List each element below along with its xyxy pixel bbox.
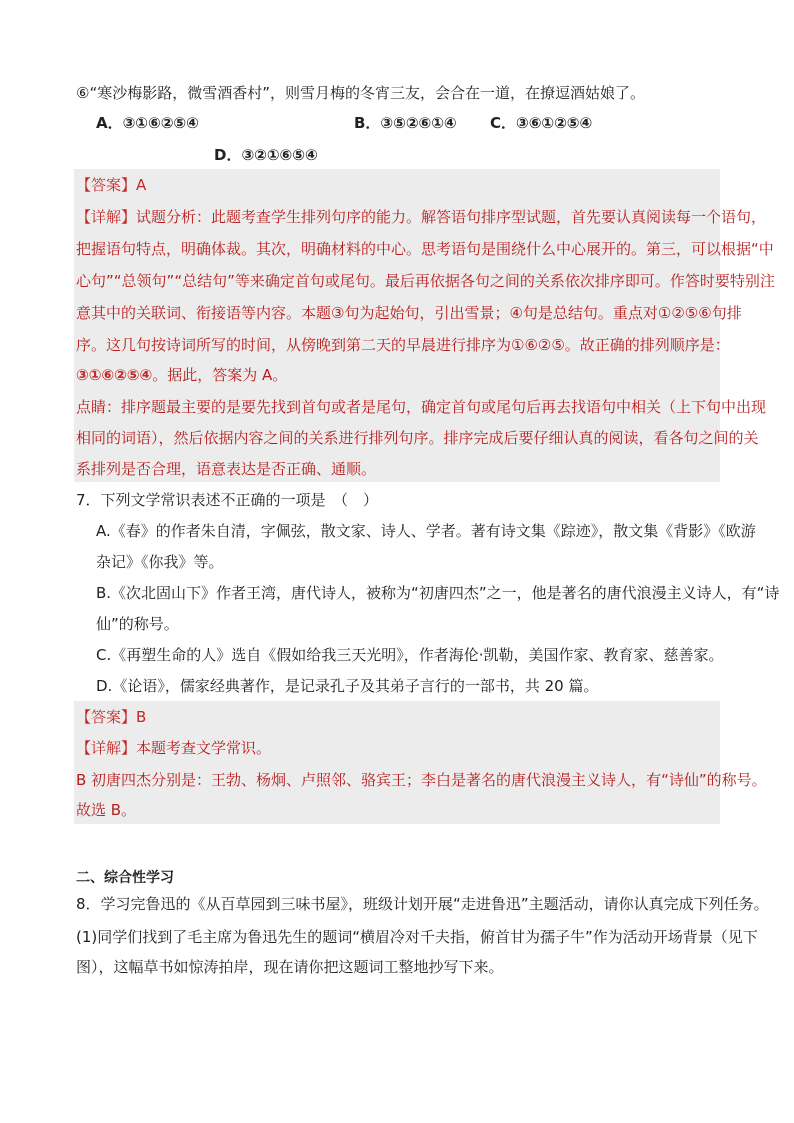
- q7-detail-line-1: [76, 738, 271, 758]
- q6-detail-conclusion: 。据此，答案为 A。: [152, 366, 288, 384]
- q7-detail-line-3: 故选 B。: [76, 801, 137, 819]
- q7-option-b-line-2: 仙”的称号。: [96, 615, 179, 633]
- q7-detail-line-2: B 初唐四杰分别是：王勃、杨炯、卢照邻、骆宾王；李白是著名的唐代浪漫主义诗人，有“诗仙”的称号。: [76, 771, 767, 789]
- q7-stem: 7．下列文学常识表述不正确的一项是 （ ）: [76, 491, 379, 509]
- q6-detail-text: 试题分析：此题考查学生排列句序的能力。解答语句排序型试题，首先要认真阅读每一个语句，: [136, 208, 767, 226]
- q6-detail-line-1: [76, 207, 766, 227]
- q7-option-d: D.《论语》，儒家经典著作，是记录孔子及其弟子言行的一部书，共 20 篇。: [96, 677, 599, 695]
- q8-sub1-line-1: (1)同学们找到了毛主席为鲁迅先生的题词“横眉冷对千夫指，俯首甘为孺子牛”作为活动开场背景（见下: [76, 928, 758, 946]
- q7-option-b-line-1: B.《次北固山下》作者王湾，唐代诗人，被称为“初唐四杰”之一，他是著名的唐代浪漫主义诗人，有“诗: [96, 584, 780, 602]
- q6-detail-line-3: 心句”“总领句”“总结句”等来确定首句或尾句。最后再依据各句之间的关系依次排序即可。作答时要特别注: [76, 272, 775, 290]
- q6-detail-line-5: 序。这几句按诗词所写的时间，从傍晚到第二天的早晨进行排序为①⑥②⑤。故正确的排列顺序是：: [76, 336, 730, 354]
- q7-answer-box: [74, 701, 720, 824]
- q7-detail-text: 本题考查文学常识。: [136, 739, 272, 757]
- q7-option-a-line-1: A.《春》的作者朱自清，字佩弦，散文家、诗人、学者。著有诗文集《踪迹》，散文集《背影》《欧游: [96, 522, 756, 540]
- q6-answer-value: A: [136, 176, 147, 194]
- q8-sub1-line-2: 图），这幅草书如惊涛拍岸，现在请你把这题词工整地抄写下来。: [76, 958, 504, 976]
- q6-detail-tag: 【详解】: [76, 208, 137, 226]
- q6-correct-sequence: ③①⑥②⑤④: [76, 366, 153, 384]
- q7-option-a-line-2: 杂记》《你我》等。: [96, 553, 224, 571]
- q6-option-d: D．③②①⑥⑤④: [214, 146, 318, 164]
- q7-option-c: C.《再塑生命的人》选自《假如给我三天光明》，作者海伦·凯勒，美国作家、教育家、慈善家。: [96, 646, 724, 664]
- q6-answer: [76, 175, 146, 195]
- q6-tip-line-2: 相同的词语），然后依据内容之间的关系进行排列句序。排序完成后要仔细认真的阅读，看各句之间的关: [76, 429, 759, 447]
- q6-option-a: A．③①⑥②⑤④: [96, 114, 199, 132]
- q6-option-c: C．③⑥①②⑤④: [490, 114, 593, 132]
- q7-answer-value: B: [136, 708, 147, 726]
- q7-answer-tag: 【答案】: [76, 708, 137, 726]
- q6-detail-line-6: [76, 365, 287, 385]
- q6-detail-line-4: 意其中的关联词、衔接语等内容。本题③句为起始句，引出雪景；④句是总结句。重点对①②⑤⑥句排: [76, 304, 742, 322]
- q6-item-6: ⑥“寒沙梅影路，微雪酒香村”，则雪月梅的冬宵三友，会合在一道，在撩逗酒姑娘了。: [76, 84, 645, 102]
- section-2-heading: 二、综合性学习: [76, 870, 174, 886]
- q6-detail-line-2: 把握语句特点，明确体裁。其次，明确材料的中心。思考语句是围绕什么中心展开的。第三，可以根据“中: [76, 240, 774, 258]
- q7-detail-tag: 【详解】: [76, 739, 137, 757]
- q7-answer: [76, 707, 146, 727]
- q8-stem: 8．学习完鲁迅的《从百草园到三味书屋》，班级计划开展“走进鲁迅”主题活动，请你认真完成下列任务。: [76, 895, 769, 913]
- q6-option-b: B．③⑤②⑥①④: [354, 114, 457, 132]
- q6-tip-line-3: 系排列是否合理，语意表达是否正确、通顺。: [76, 460, 377, 478]
- q6-answer-tag: 【答案】: [76, 176, 137, 194]
- q6-tip-line-1: 点睛：排序题最主要的是要先找到首句或者是尾句，确定首句或尾句后再去找语句中相关（上下句中出现: [76, 398, 767, 416]
